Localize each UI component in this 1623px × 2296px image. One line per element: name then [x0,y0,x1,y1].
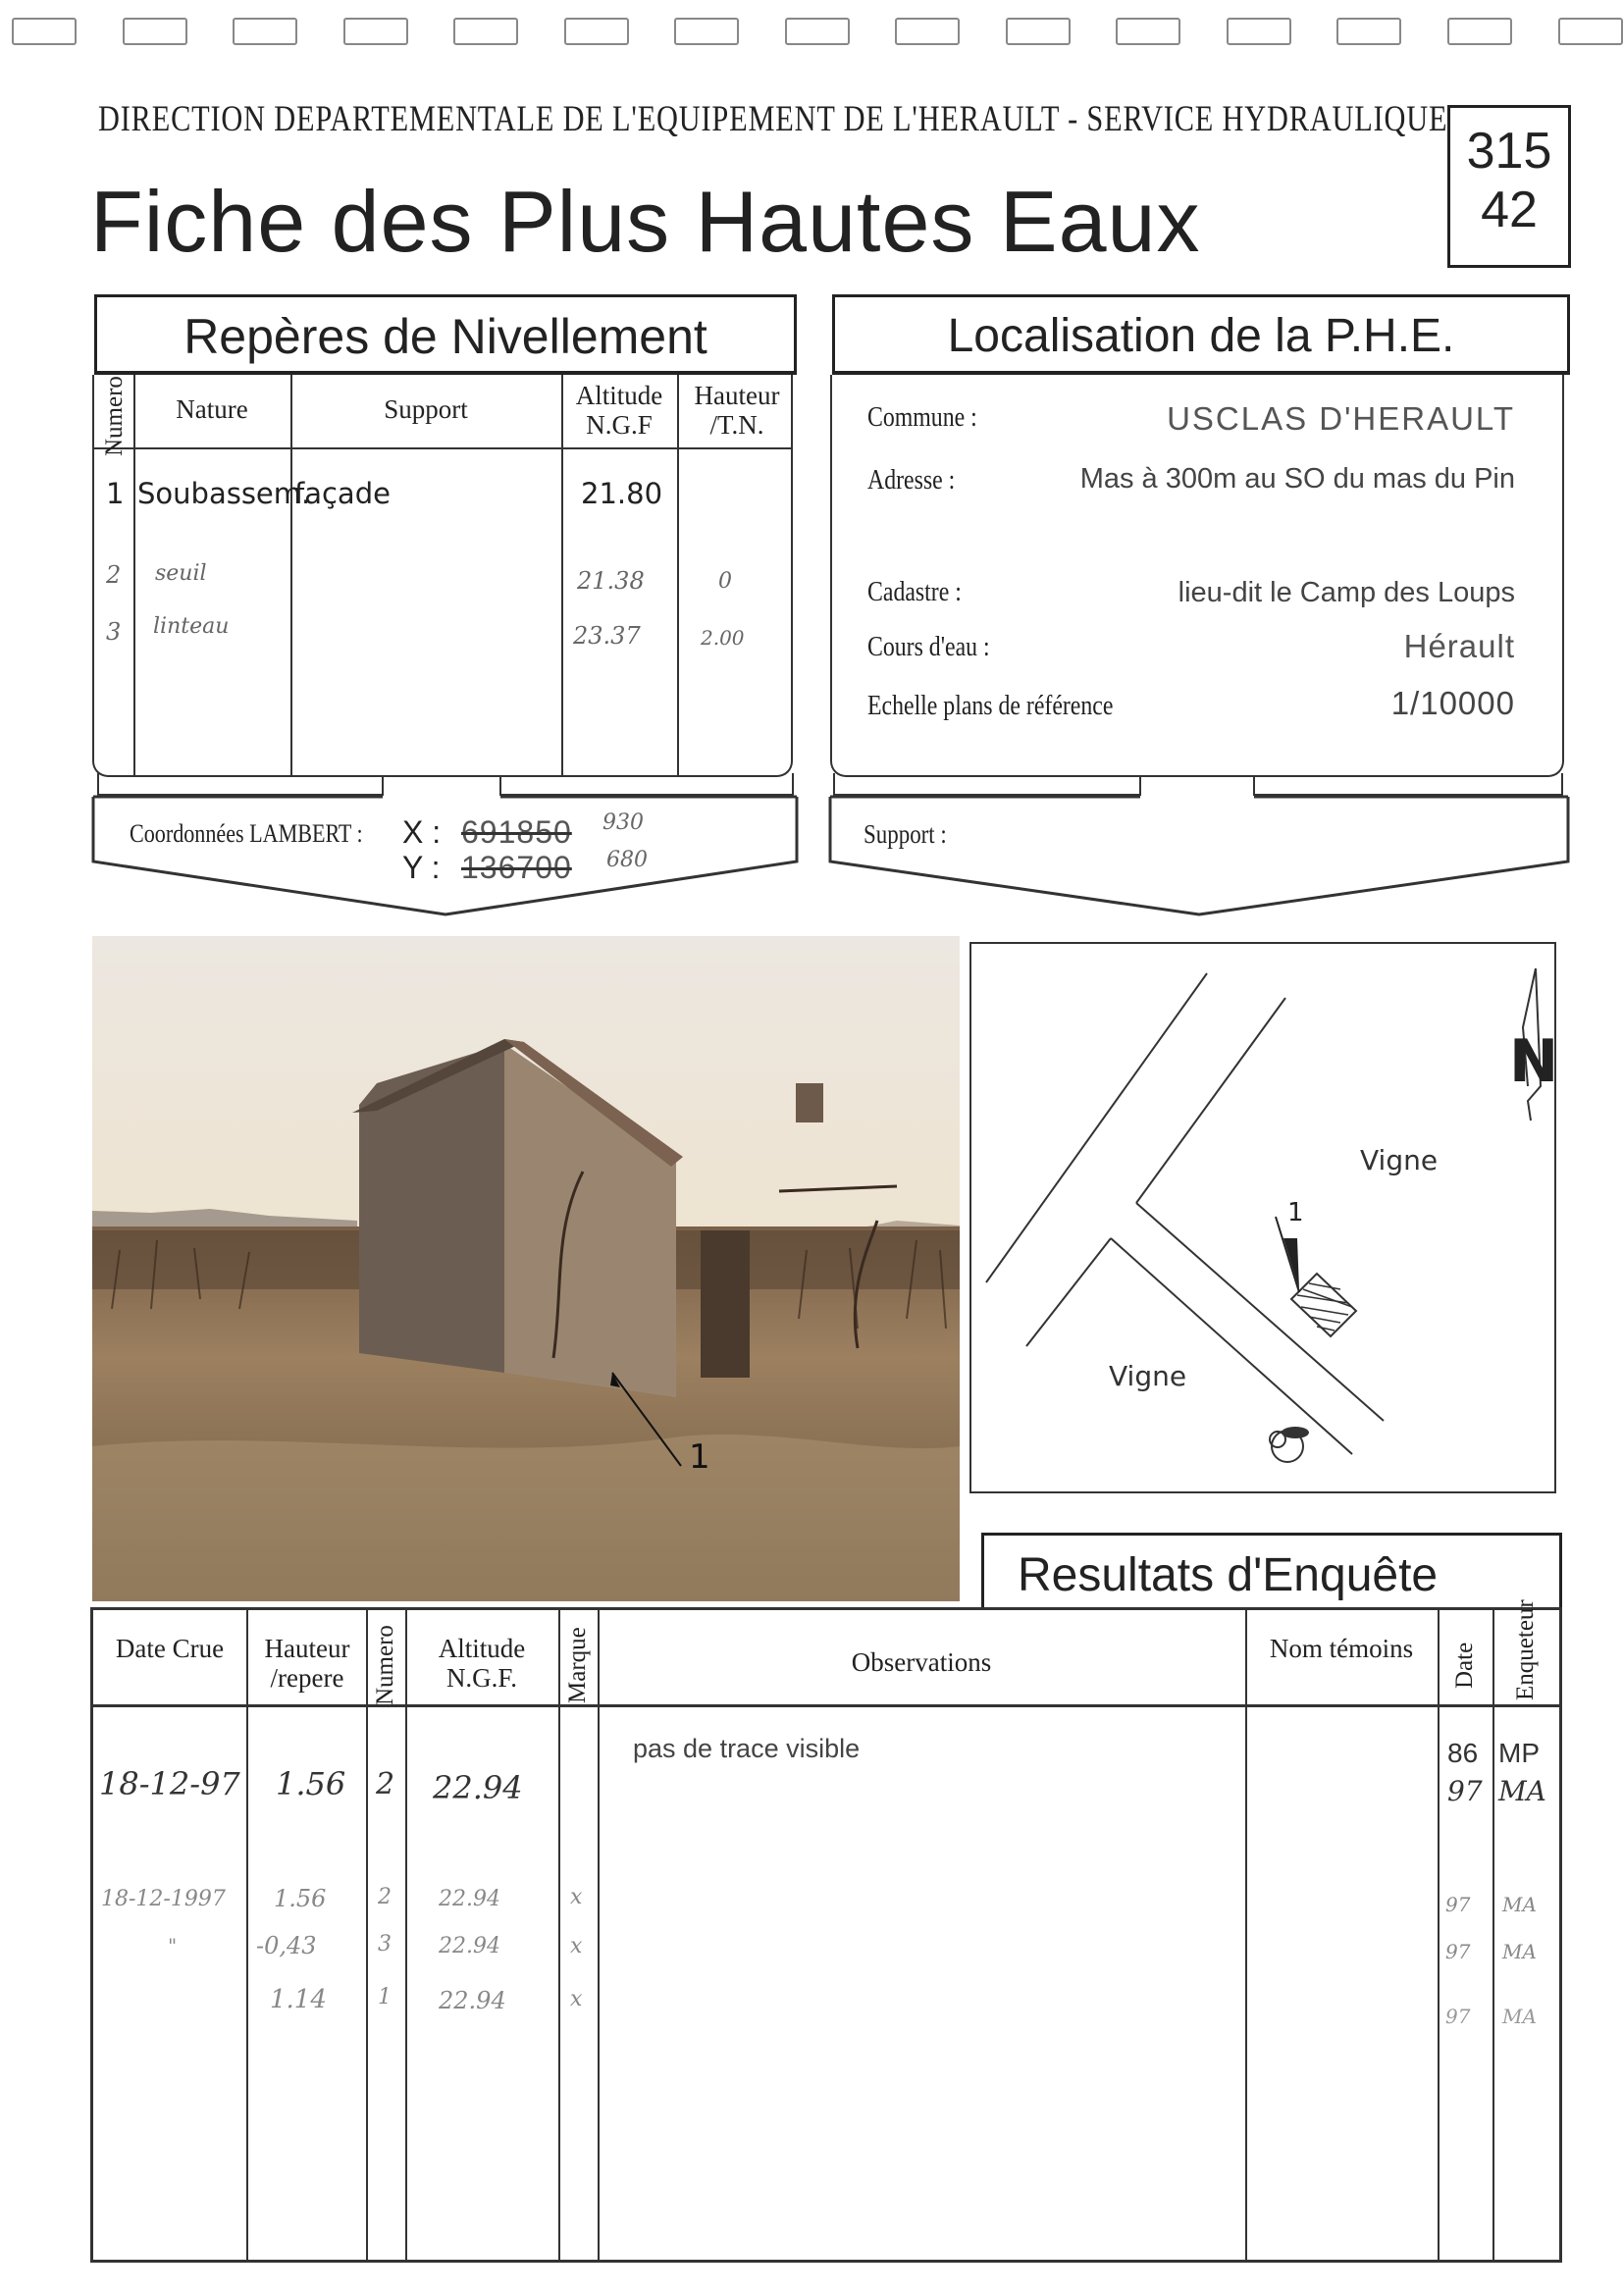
resultats-row3-numero: 2 [378,1885,392,1909]
reperes-heading: Repères de Nivellement [94,294,797,375]
reperes-row1-altitude: 21.80 [581,477,663,510]
reperes-row1-support: façade [294,477,391,510]
col-nom-temoins: Nom témoins [1269,1634,1414,1663]
col-support: Support [384,394,468,424]
resultats-row5-enqueteur: MA [1502,2005,1537,2028]
resultats-row4-altitude: 22.94 [439,1934,500,1958]
lambert-y-label: Y : [402,850,441,885]
echelle-value: 1/10000 [1390,685,1515,721]
support-label: Support : [864,819,947,849]
photo-marker: 1 [689,1437,710,1477]
resultats-row3-date-crue: 18-12-1997 [101,1887,226,1911]
fiche-code [1447,105,1571,268]
resultats-row4-date: 97 [1445,1940,1471,1963]
cadastre-label: Cadastre : [867,577,962,607]
resultats-row1-date: 86 [1447,1738,1479,1768]
resultats-row3-marque: x [570,1885,583,1909]
marker-arrow-icon [1276,1217,1299,1292]
cours-value: Hérault [1403,628,1515,664]
lambert-x-label: X : [402,814,442,850]
resultats-row3-altitude: 22.94 [439,1887,500,1911]
cadastre-value: lieu-dit le Camp des Loups [1178,577,1515,608]
resultats-row4-hauteur: -0,43 [256,1932,317,1959]
code-top: 315 [1466,123,1552,180]
reperes-row2-numero: 2 [106,561,122,589]
col-numero: Numero [101,376,128,456]
resultats-row3-enqueteur: MA [1502,1893,1537,1916]
col-nature: Nature [176,394,248,424]
lambert-y-value: 136700 [461,850,572,885]
resultats-row2-date: 97 [1447,1775,1483,1807]
resultats-row2-enqueteur: MA [1498,1775,1546,1807]
col-date-crue: Date Crue [115,1634,225,1663]
map-label-vigne-bottom: Vigne [1109,1360,1187,1392]
code-bottom: 42 [1481,182,1538,238]
reperes-row3-altitude: 23.37 [573,622,641,650]
resultats-row1-date-crue: 18-12-97 [99,1765,240,1802]
echelle-label: Echelle plans de référence [867,691,1114,721]
north-label: N [1509,1027,1554,1096]
col-hauteur-repere: Hauteur /repere [264,1634,350,1693]
header-direction: DIRECTION DEPARTEMENTALE DE L'EQUIPEMENT DE L'HERAULT - SERVICE HYDRAULIQUE [98,99,1448,139]
resultats-row4-enqueteur: MA [1502,1940,1537,1963]
map-label-vigne-top: Vigne [1360,1144,1439,1176]
resultats-row4-date-crue: " [168,1934,178,1957]
localisation-panel [830,375,1564,777]
reperes-row2-altitude: 21.38 [577,567,645,595]
resultats-row1-hauteur: 1.56 [276,1765,346,1802]
col-altitude: Altitude N.G.F [575,381,663,440]
resultats-row4-marque: x [570,1934,583,1958]
col-observations: Observations [851,1647,992,1677]
reperes-row3-hauteur: 2.00 [701,626,745,650]
resultats-row1-observations: pas de trace visible [633,1734,861,1763]
resultats-row3-date: 97 [1445,1893,1471,1916]
commune-value: USCLAS D'HERAULT [1167,400,1515,437]
adresse-label: Adresse : [867,465,956,496]
localisation-heading: Localisation de la P.H.E. [832,294,1570,375]
commune-label: Commune : [867,402,977,433]
col-altitude: Altitude N.G.F. [438,1634,526,1693]
resultats-row5-numero: 1 [378,1985,392,2009]
lambert-x-value: 691850 [461,814,572,850]
resultats-row3-hauteur: 1.56 [274,1885,327,1912]
resultats-table [90,1599,1562,2263]
map-marker-label: 1 [1287,1198,1304,1227]
reperes-row2-hauteur: 0 [718,569,732,594]
resultats-row1-altitude: 22.94 [433,1769,523,1806]
reperes-row1-numero: 1 [106,477,125,510]
reperes-row1-nature: Soubassem. [137,477,311,510]
reperes-row3-nature: linteau [153,614,230,639]
site-photo [92,936,960,1601]
col-date: Date [1451,1642,1478,1689]
lambert-y-correction: 680 [606,848,648,872]
reperes-table [92,375,793,777]
page-title: Fiche des Plus Hautes Eaux [90,173,1201,270]
binder-holes [0,18,1623,47]
resultats-heading: Resultats d'Enquête [981,1533,1562,1609]
resultats-row1-enqueteur: MP [1498,1738,1540,1768]
cours-label: Cours d'eau : [867,632,990,662]
col-enqueteur: Enqueteur [1512,1599,1539,1700]
resultats-row5-date: 97 [1445,2005,1471,2028]
resultats-row1-numero: 2 [376,1767,395,1801]
location-map [969,942,1556,1493]
resultats-row4-numero: 3 [378,1932,392,1957]
resultats-row5-marque: x [570,1987,583,2011]
col-hauteur: Hauteur /T.N. [694,381,780,440]
resultats-row5-altitude: 22.94 [439,1987,506,2014]
reperes-row2-nature: seuil [155,561,207,586]
building-hatched-icon [1291,1274,1356,1336]
stamp-icon [1270,1427,1309,1462]
col-marque: Marque [564,1627,591,1703]
adresse-value: Mas à 300m au SO du mas du Pin [1079,463,1515,495]
col-numero: Numero [372,1625,398,1705]
lambert-label: Coordonnées LAMBERT : [130,819,363,848]
reperes-row3-numero: 3 [106,618,122,646]
resultats-row5-hauteur: 1.14 [270,1985,327,2014]
lambert-x-correction: 930 [602,810,644,835]
